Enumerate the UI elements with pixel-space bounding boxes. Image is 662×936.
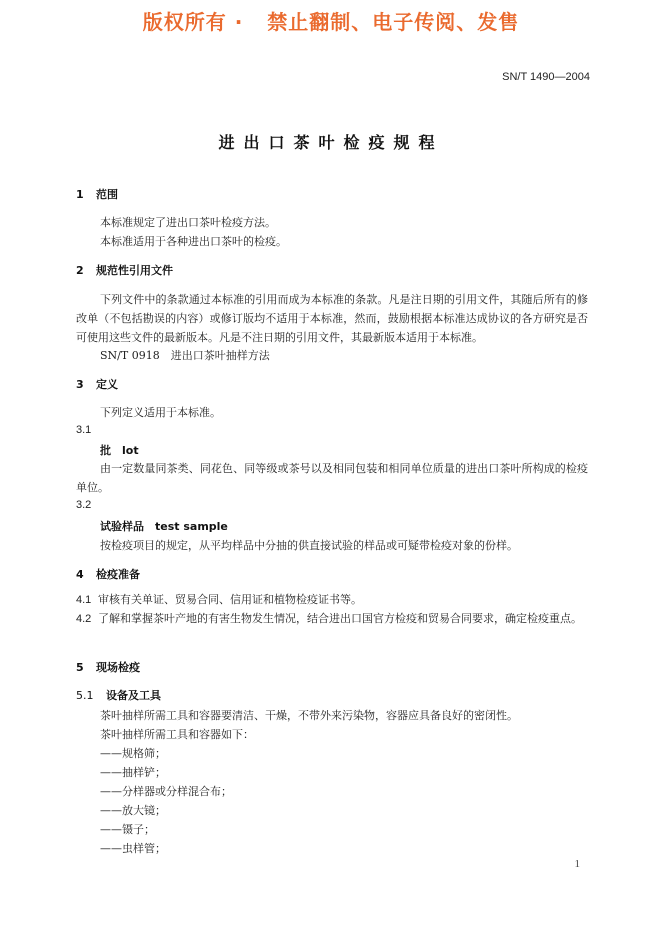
tool-list-item: ——规格筛； [100,747,166,760]
standard-number: SN/T 1490—2004 [502,71,590,83]
clause-number: 4.1 [76,594,92,606]
section-2-heading [76,262,173,278]
section-number: 4 [76,568,84,581]
clause-text: 了解和掌握茶叶产地的有害生物发生情况，结合进出口国官方检疫和贸易合同要求，确定检疫重点。 [98,612,582,625]
clause-text: 审核有关单证、贸易合同、信用证和植物检疫证书等。 [98,593,362,606]
clause-4-2 [76,609,588,629]
section-4-heading [76,566,140,582]
subsection-5-1-paragraph-1: 茶叶抽样所需工具和容器要清洁、干燥，不带外来污染物，容器应具备良好的密闭性。 [100,709,518,722]
definition-3-2-number: 3.2 [76,499,92,511]
section-number: 5 [76,661,84,674]
copyright-watermark: 版权所有 · 禁止翻制、电子传阅、发售 [142,10,520,34]
tool-list-item: ——镊子； [100,823,155,836]
document-title: 进出口茶叶检疫规程 [218,133,444,152]
section-title: 规范性引用文件 [96,264,173,277]
section-number: 2 [76,264,84,277]
subsection-title: 设备及工具 [106,689,161,702]
section-title: 现场检疫 [96,661,140,674]
page-number: 1 [574,858,580,870]
section-title: 检疫准备 [96,568,140,581]
tool-list-item: ——分样器或分样混合布； [100,785,232,798]
definition-3-2-text: 按检疫项目的规定，从平均样品中分抽的供直接试验的样品或可疑带检疫对象的份样。 [100,539,518,552]
section-title: 范围 [96,188,118,201]
section-number: 3 [76,378,84,391]
normative-reference: SN/T 0918 进出口茶叶抽样方法 [100,349,270,362]
tool-list-item: ——放大镜； [100,804,166,817]
definition-3-2-term: 试验样品 test sample [100,520,228,533]
section-1-paragraph-2: 本标准适用于各种进出口茶叶的检疫。 [100,235,287,248]
tool-list-item: ——虫样管； [100,842,166,855]
section-1-paragraph-1: 本标准规定了进出口茶叶检疫方法。 [100,216,276,229]
clause-4-1 [76,590,588,610]
subsection-number: 5.1 [76,689,94,702]
definition-3-1-text: 由一定数量同茶类、同花色、同等级或茶号以及相同包装和相同单位质量的进出口茶叶所构成的检疫单位。 [76,462,588,494]
section-title: 定义 [96,378,118,391]
section-3-heading [76,376,118,392]
section-3-intro: 下列定义适用于本标准。 [100,406,221,419]
tool-list-item: ——抽样铲； [100,766,166,779]
section-number: 1 [76,188,84,201]
section-1-heading [76,186,118,202]
subsection-5-1-heading [76,687,161,703]
subsection-5-1-paragraph-2: 茶叶抽样所需工具和容器如下： [100,728,254,741]
section-2-paragraph: 下列文件中的条款通过本标准的引用而成为本标准的条款。凡是注日期的引用文件，其随后所有的修改单（不包括勘误的内容）或修订版均不适用于本标准，然而，鼓励根据本标准达成协议的各方研究是否可使用这些文件的最新版本。凡是不注日期的引用文件，其最新版本适用于本标准。 [76,293,588,344]
definition-3-1-term: 批 lot [100,444,139,457]
clause-number: 4.2 [76,613,92,625]
section-5-heading [76,659,140,675]
definition-3-1-number: 3.1 [76,424,92,436]
